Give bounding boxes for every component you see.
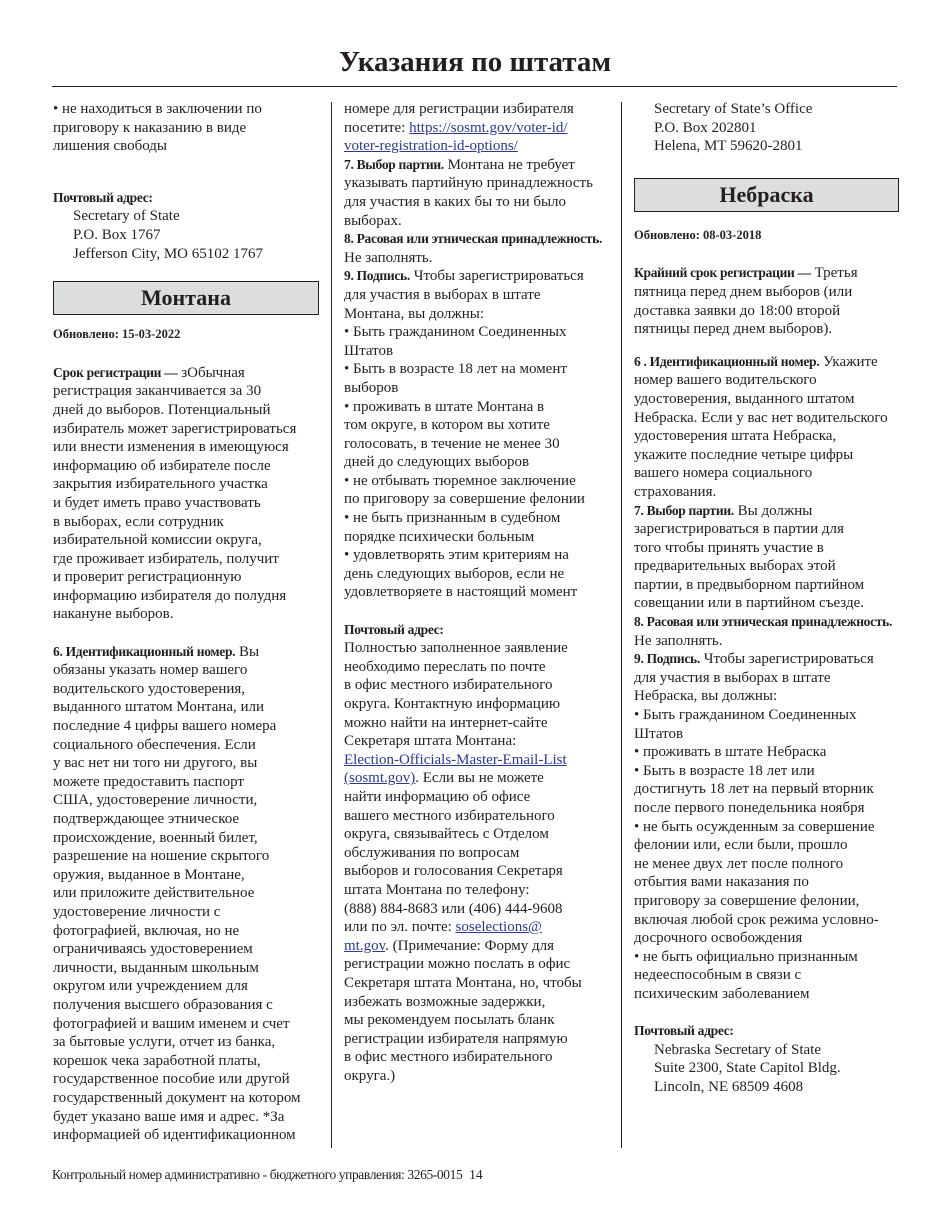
state-heading-nebraska: Небраска xyxy=(634,178,899,212)
text-line: фелонии или, если были, прошло xyxy=(634,837,848,854)
deadline-label: Крайний срок регистрации — xyxy=(634,265,811,281)
text-line: Штатов xyxy=(634,725,684,742)
updated-date: Обновлено: 15-03-2022 xyxy=(53,327,181,342)
text-line: в офис местного избирательного xyxy=(344,1049,553,1066)
text-line: Секретаря штата Монтана: xyxy=(344,733,517,750)
voter-id-link-cont[interactable]: voter-registration-id-options/ xyxy=(344,138,518,155)
text-line: • Быть в возрасте 18 лет на момент xyxy=(344,361,567,378)
text-line: Небраска. Если у вас нет водительского xyxy=(634,409,888,426)
text-line: и проверит регистрационную xyxy=(53,569,242,586)
text-line: дней до выборов. Потенциальный xyxy=(53,401,271,418)
text-line: обязаны указать номер вашего xyxy=(53,662,248,679)
text-line: для участия в каких бы то ни было xyxy=(344,193,567,210)
text-line: информацию об избирателе после xyxy=(53,457,271,474)
text-line: зарегистрироваться в партии для xyxy=(634,521,844,538)
email-link-cont[interactable]: mt.gov xyxy=(344,937,386,954)
text-line: личности, выданным школьным xyxy=(53,959,259,976)
text-line: или внести изменения в имеющуюся xyxy=(53,439,289,456)
text-line: избежать возможные задержки, xyxy=(344,993,546,1010)
text-line: Штатов xyxy=(344,342,394,359)
text-line: недееспособным в связи с xyxy=(634,967,802,984)
nebraska-mail-address xyxy=(634,1041,899,1097)
montana-id-continued xyxy=(344,100,612,156)
text-line: обслуживания по вопросам xyxy=(344,844,520,861)
text-line: выборов и голосования Секретаря xyxy=(344,863,563,880)
party-label: 7. Выбор партии. xyxy=(634,502,734,518)
text-line: Секретаря штата Монтана, но, чтобы xyxy=(344,974,582,991)
text-line: удостоверение личности с xyxy=(53,903,221,920)
text-line: лишения свободы xyxy=(53,138,167,155)
column-3 xyxy=(634,100,899,1097)
text-line: Чтобы зарегистрироваться xyxy=(699,651,874,668)
text-line: порядке психически больным xyxy=(344,528,535,545)
text-line: приговору к наказанию в виде xyxy=(53,119,247,136)
text-line: фотографией, включая, но не xyxy=(53,922,240,939)
text-line: закрытия избирательного участка xyxy=(53,476,268,493)
text-line: удостоверения штата Небраска, xyxy=(634,428,837,445)
address-line: Lincoln, NE 68509 4608 xyxy=(654,1078,804,1095)
text-line: последние 4 цифры вашего номера xyxy=(53,718,277,735)
text-line: включая любой срок режима условно- xyxy=(634,911,879,928)
race-label: 8. Расовая или этническая принадлежность. xyxy=(344,231,603,247)
montana-signature xyxy=(344,267,612,602)
address-line: Jefferson City, MO 65102 1767 xyxy=(73,245,263,262)
text-line: выданного штатом Монтана, или xyxy=(53,699,265,716)
text-line: посетите: xyxy=(344,119,410,136)
text-line: или приложите действительное xyxy=(53,885,255,902)
column-divider-2 xyxy=(621,102,622,1148)
text-line: совещании или в партийном съезде. xyxy=(634,595,865,612)
text-line: избиратель может зарегистрироваться xyxy=(53,420,297,437)
text-line: того чтобы принять участие в xyxy=(634,539,824,556)
text-line: зОбычная xyxy=(177,364,245,381)
text-line: США, удостоверение личности, xyxy=(53,792,258,809)
officials-list-link[interactable]: Election-Officials-Master-Email-List xyxy=(344,751,567,768)
text-line: • удовлетворять этим критериям на xyxy=(344,547,569,564)
text-line: найти информацию об офисе xyxy=(344,788,531,805)
text-line: ограничиваясь удостоверением xyxy=(53,941,253,958)
text-line: Монтана, вы должны: xyxy=(344,305,485,322)
text-line: том округе, в котором вы хотите xyxy=(344,417,550,434)
voter-id-link[interactable]: https://sosmt.gov/voter-id/ xyxy=(409,119,568,136)
text-line: номере для регистрации избирателя xyxy=(344,101,574,117)
text-line: можете предоставить паспорт xyxy=(53,773,244,790)
text-line: . (Примечание: Форму для xyxy=(385,937,554,954)
text-line: номер вашего водительского xyxy=(634,372,817,389)
text-line: (888) 884-8683 или (406) 444-9608 xyxy=(344,900,563,917)
text-line: удовлетворяете в настоящий момент xyxy=(344,584,578,601)
text-line: государственный документ на котором xyxy=(53,1089,301,1106)
text-line: не менее двух лет после полного xyxy=(634,855,844,872)
address-line: Secretary of State xyxy=(73,208,180,225)
text-line: пятница перед днем выборов (или xyxy=(634,283,853,300)
text-line: партии, в предвыборном партийном xyxy=(634,576,865,593)
nebraska-race xyxy=(634,613,899,650)
officials-list-link-cont[interactable]: (sosmt.gov) xyxy=(344,770,416,787)
text-line: после первого понедельника ноября xyxy=(634,800,865,816)
montana-deadline xyxy=(53,364,319,624)
text-line: регистрации избирателя напрямую xyxy=(344,1030,568,1047)
text-line: регистрация заканчивается за 30 xyxy=(53,383,262,400)
updated-date: Обновлено: 08-03-2018 xyxy=(634,227,762,242)
text-line: фотографией и вашим именем и счет xyxy=(53,1015,290,1032)
missouri-continued xyxy=(53,100,319,156)
text-line: укажите последние четыре цифры xyxy=(634,446,854,463)
text-line: будет указано ваше имя и адрес. *За xyxy=(53,1108,285,1125)
text-line: и будет иметь право участвовать xyxy=(53,494,261,511)
text-line: . Если вы не можете xyxy=(415,770,544,787)
text-line: выборах. xyxy=(344,212,402,229)
text-line: или по эл. почте: xyxy=(344,919,456,936)
text-line: округом или учреждением для xyxy=(53,978,248,995)
address-line: P.O. Box 202801 xyxy=(654,119,757,136)
text-line: вашего местного избирательного xyxy=(344,807,555,824)
race-label: 8. Расовая или этническая принадлежность. xyxy=(634,614,893,630)
text-line: оружия, выданное в Монтане, xyxy=(53,866,245,883)
text-line: указывать партийную принадлежность xyxy=(344,175,593,192)
party-label: 7. Выбор партии. xyxy=(344,156,444,172)
text-line: государственное пособие или другой xyxy=(53,1071,290,1088)
text-line: • проживать в штате Монтана в xyxy=(344,398,545,415)
text-line: достигнуть 18 лет на первый вторник xyxy=(634,781,874,798)
text-line: округа. Контактную информацию xyxy=(344,696,561,712)
omb-control-number: Контрольный номер административно - бюджетного управления: 3265-0015 xyxy=(52,1167,463,1182)
id-label: 6. Идентификационный номер. xyxy=(53,643,236,659)
address-line: Secretary of State’s Office xyxy=(654,101,813,117)
text-line: у вас нет ни того ни другого, вы xyxy=(53,755,258,772)
text-line: • Быть в возрасте 18 лет или xyxy=(634,762,815,779)
column-divider-1 xyxy=(331,102,332,1148)
text-line: вашего номера социального xyxy=(634,465,813,482)
address-line: Nebraska Secretary of State xyxy=(654,1041,822,1058)
nebraska-deadline xyxy=(634,264,899,338)
address-line: Suite 2300, State Capitol Bldg. xyxy=(654,1060,841,1077)
text-line: предварительных выборах этой xyxy=(634,558,836,575)
montana-party xyxy=(344,156,612,230)
text-line: • не находиться в заключении по xyxy=(53,101,262,117)
text-line: пятницы перед днем выборов). xyxy=(634,321,833,338)
text-line: в офис местного избирательного xyxy=(344,677,553,694)
page-footer xyxy=(52,1166,483,1184)
sign-label: 9. Подпись. xyxy=(344,268,410,284)
sign-label: 9. Подпись. xyxy=(634,651,700,667)
text-line: Третья xyxy=(810,265,858,282)
text-line: округа, связывайтесь с Отделом xyxy=(344,826,549,843)
text-line: происхождение, военный билет, xyxy=(53,829,258,846)
text-line: Вы должны xyxy=(733,502,813,519)
text-line: подтверждающее этническое xyxy=(53,811,240,827)
text-line: доставка заявки до 18:00 второй xyxy=(634,302,841,319)
text-line: избирательной комиссии округа, xyxy=(53,532,262,549)
text-line: в выборах, если сотрудник xyxy=(53,513,224,530)
column-1 xyxy=(53,100,319,1145)
text-line: получения высшего образования с xyxy=(53,996,273,1013)
text-line: накануне выборов. xyxy=(53,606,174,623)
montana-id-number xyxy=(53,643,319,1145)
nebraska-id-number xyxy=(634,353,899,502)
text-line: информацией об идентификационном xyxy=(53,1127,296,1144)
text-line: психическим заболеванием xyxy=(634,985,810,1002)
montana-mail-address xyxy=(634,100,899,156)
text-line: округа.) xyxy=(344,1067,396,1084)
text-line: корешок чека заработной платы, xyxy=(53,1052,261,1069)
race-text: Не заполнять. xyxy=(344,249,433,266)
address-line: Helena, MT 59620-2801 xyxy=(654,138,803,155)
text-line: голосовать, в течение не менее 30 xyxy=(344,435,560,452)
text-line: • проживать в штате Небраска xyxy=(634,744,827,761)
mail-label: Почтовый адрес: xyxy=(634,1023,734,1039)
text-line: Вы xyxy=(235,643,260,660)
text-line: разрешение на ношение скрытого xyxy=(53,848,270,865)
montana-race xyxy=(344,230,612,267)
deadline-label: Срок регистрации — xyxy=(53,364,178,380)
montana-mail-info xyxy=(344,639,612,1085)
text-line: Чтобы зарегистрироваться xyxy=(409,268,584,285)
nebraska-party xyxy=(634,502,899,614)
text-line: для участия в выборах в штате xyxy=(344,286,541,303)
id-label: 6 . Идентификационный номер. xyxy=(634,353,820,369)
state-heading-montana: Монтана xyxy=(53,281,319,315)
text-line: • не быть признанным в судебном xyxy=(344,510,561,527)
missouri-mail-address xyxy=(53,207,319,263)
race-text: Не заполнять. xyxy=(634,632,723,649)
text-line: по приговору за совершение фелонии xyxy=(344,491,585,508)
text-line: регистрации можно послать в офис xyxy=(344,956,571,973)
text-line: приговору за совершение фелонии, xyxy=(634,892,860,909)
text-line: социального обеспечения. Если xyxy=(53,736,256,753)
page-number: 14 xyxy=(469,1167,483,1182)
text-line: отбытия вами наказания по xyxy=(634,874,809,891)
text-line: • Быть гражданином Соединенных xyxy=(344,324,567,341)
text-line: • Быть гражданином Соединенных xyxy=(634,707,857,724)
text-line: дней до следующих выборов xyxy=(344,454,530,471)
text-line: • не отбывать тюремное заключение xyxy=(344,472,576,489)
address-line: P.O. Box 1767 xyxy=(73,226,161,243)
mail-label: Почтовый адрес: xyxy=(53,189,153,205)
text-line: необходимо переслать по почте xyxy=(344,658,546,675)
text-line: • не быть осужденным за совершение xyxy=(634,818,875,835)
text-line: водительского удостоверения, xyxy=(53,680,246,697)
title-divider xyxy=(52,86,897,87)
text-line: можно найти на интернет-сайте xyxy=(344,714,548,731)
page-title: Указания по штатам xyxy=(338,46,612,78)
text-line: Полностью заполненное заявление xyxy=(344,640,568,657)
text-line: информацию избирателя до полудня xyxy=(53,587,287,604)
text-line: для участия в выборах в штате xyxy=(634,669,831,686)
text-line: штата Монтана по телефону: xyxy=(344,881,530,898)
text-line: Монтана не требует xyxy=(443,156,575,173)
text-line: выборов xyxy=(344,379,399,396)
mail-label: Почтовый адрес: xyxy=(344,621,444,637)
text-line: где проживает избиратель, получит xyxy=(53,550,279,567)
text-line: • не быть официально признанным xyxy=(634,948,858,965)
text-line: досрочного освобождения xyxy=(634,930,803,947)
nebraska-signature xyxy=(634,650,899,1003)
text-line: удостоверения, выданного штатом xyxy=(634,390,855,407)
text-line: мы рекомендуем посылать бланк xyxy=(344,1012,555,1029)
text-line: Небраска, вы должны: xyxy=(634,688,778,705)
text-line: день следующих выборов, если не xyxy=(344,565,565,582)
text-line: за бытовые услуги, отчет из банка, xyxy=(53,1034,276,1051)
column-2 xyxy=(344,100,612,1085)
text-line: Укажите xyxy=(819,353,878,370)
text-line: страхования. xyxy=(634,483,717,500)
email-link[interactable]: soselections@ xyxy=(455,919,542,936)
